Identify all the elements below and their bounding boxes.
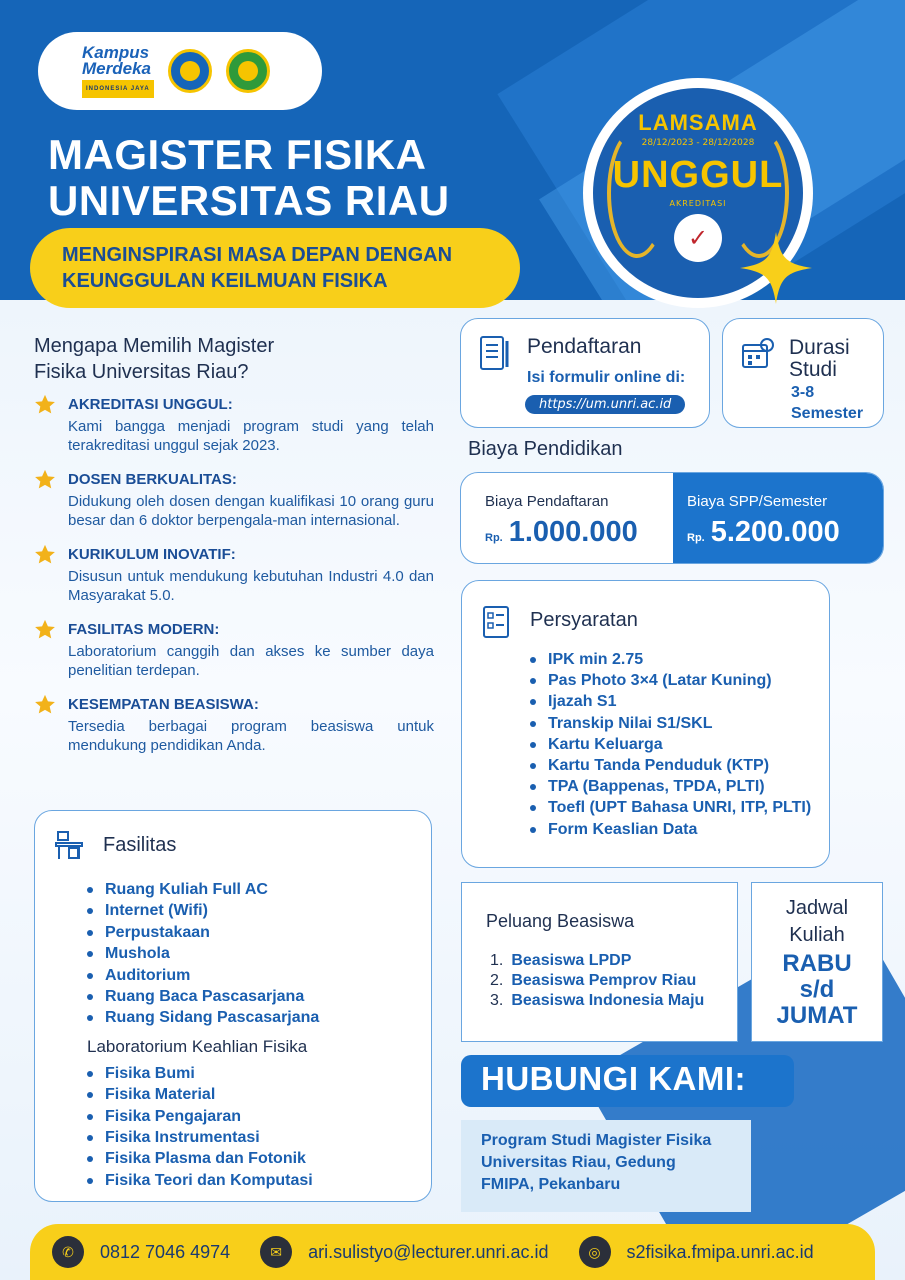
biaya-title: Biaya Pendidikan	[468, 438, 623, 460]
classroom-icon	[53, 829, 85, 861]
globe-icon: ◎	[579, 1236, 611, 1268]
calendar-icon	[741, 337, 775, 371]
list-item: Kartu Tanda Penduduk (KTP)	[530, 755, 811, 776]
website-link[interactable]: s2fisika.fmipa.unri.ac.id	[626, 1241, 814, 1262]
list-item: Ruang Kuliah Full AC	[87, 879, 431, 900]
amount-value: 5.200.000	[710, 516, 840, 548]
reason-item	[34, 396, 434, 455]
reason-text: Kami bangga menjadi program studi yang telah terakreditasi unggul sejak 2023.	[68, 418, 434, 454]
fasilitas-header	[53, 829, 431, 861]
jadwal-value-line: RABU	[782, 950, 852, 977]
jadwal-card	[751, 882, 883, 1042]
list-item: Pas Photo 3×4 (Latar Kuning)	[530, 670, 811, 691]
durasi-value	[791, 382, 863, 424]
biaya-spp	[673, 473, 884, 564]
fasilitas-card	[34, 810, 432, 1202]
email-icon: ✉	[260, 1236, 292, 1268]
reasons-list	[34, 396, 434, 771]
badge-dates: 28/12/2023 - 28/12/2028	[641, 138, 755, 148]
why-title-line: Fisika Universitas Riau?	[34, 361, 249, 383]
biaya-amount	[687, 516, 884, 549]
persyaratan-card	[461, 580, 830, 868]
persyaratan-title: Persyaratan	[530, 609, 638, 631]
address-line: Universitas Riau, Gedung	[481, 1154, 676, 1171]
durasi-title-line: Studi	[789, 358, 837, 381]
reason-heading: KURIKULUM INOVATIF:	[68, 546, 236, 563]
logo-tag: INDONESIA JAYA	[82, 80, 154, 98]
list-item: Fisika Bumi	[87, 1063, 431, 1084]
list-item: Mushola	[87, 943, 431, 964]
list-item: Kartu Keluarga	[530, 734, 811, 755]
website-contact[interactable]	[579, 1236, 814, 1268]
sparkle-star-icon	[740, 232, 812, 304]
address-line: FMIPA, Pekanbaru	[481, 1176, 621, 1193]
list-item: Auditorium	[87, 965, 431, 986]
jadwal-value-line: JUMAT	[776, 1002, 858, 1029]
contact-heading: HUBUNGI KAMI:	[461, 1055, 794, 1107]
form-icon	[479, 335, 513, 373]
jadwal-title	[752, 895, 882, 949]
list-number: 3.	[490, 992, 504, 1009]
phone-icon: ✆	[52, 1236, 84, 1268]
reason-text: Tersedia berbagai program beasiswa untuk mendukung pendidikan Anda.	[68, 718, 434, 754]
lamsama-check-icon: ✓	[674, 214, 722, 262]
list-item: Transkip Nilai S1/SKL	[530, 713, 811, 734]
pendaftaran-card	[460, 318, 710, 428]
pendaftaran-title: Pendaftaran	[527, 335, 642, 358]
title-line: MAGISTER FISIKA	[48, 131, 427, 178]
reason-text: Laboratorium canggih dan akses ke sumber daya penelitian terdepan.	[68, 643, 434, 679]
reason-heading: KESEMPATAN BEASISWA:	[68, 696, 259, 713]
list-item: Perpustakaan	[87, 922, 431, 943]
reason-item	[34, 696, 434, 755]
list-item: Internet (Wifi)	[87, 900, 431, 921]
durasi-title-line: Durasi	[789, 336, 850, 359]
fasilitas-title: Fasilitas	[103, 833, 177, 856]
contact-footer	[30, 1224, 875, 1280]
list-label: Beasiswa Pemprov Riau	[511, 972, 697, 989]
laurel-icon	[607, 128, 667, 258]
pendaftaran-subtitle: Isi formulir online di:	[527, 369, 686, 386]
phone-number[interactable]: 0812 7046 4974	[100, 1241, 231, 1262]
jadwal-value-line: s/d	[799, 976, 835, 1003]
list-item: Fisika Instrumentasi	[87, 1127, 431, 1148]
beasiswa-list	[490, 951, 704, 1011]
reason-heading: FASILITAS MODERN:	[68, 621, 220, 638]
list-item	[490, 971, 704, 991]
email-contact[interactable]	[260, 1236, 548, 1268]
reason-heading: DOSEN BERKUALITAS:	[68, 471, 237, 488]
kemendikbud-logo	[168, 49, 212, 93]
logo-bar	[38, 32, 322, 110]
list-item: Ijazah S1	[530, 691, 811, 712]
address-line: Program Studi Magister Fisika	[481, 1132, 712, 1149]
reason-item	[34, 621, 434, 680]
list-item: Fisika Material	[87, 1084, 431, 1105]
badge-org: LAMSAMA	[638, 110, 758, 135]
badge-grade: UNGGUL	[612, 154, 784, 196]
registration-link[interactable]: https://um.unri.ac.id	[525, 395, 685, 414]
contact-address	[461, 1120, 751, 1212]
list-number: 1.	[490, 952, 504, 969]
kampus-merdeka-logo	[82, 42, 154, 98]
list-item	[490, 991, 704, 1011]
biaya-card	[460, 472, 884, 564]
unri-logo	[226, 49, 270, 93]
tagline-line: MENGINSPIRASI MASA DEPAN DENGAN	[62, 244, 453, 266]
durasi-value-line: 3-8	[791, 384, 815, 401]
star-icon	[34, 394, 56, 416]
reason-text: Disusun untuk mendukung kebutuhan Industri 4.0 dan Masyarakat 5.0.	[68, 568, 434, 604]
list-item: Fisika Plasma dan Fotonik	[87, 1148, 431, 1169]
biaya-label: Biaya SPP/Semester	[687, 493, 828, 510]
page-title	[48, 132, 450, 224]
list-item: Fisika Teori dan Komputasi	[87, 1170, 431, 1191]
jadwal-title-line: Kuliah	[789, 924, 845, 946]
list-item: Ruang Sidang Pascasarjana	[87, 1007, 431, 1028]
persyaratan-list	[496, 649, 811, 840]
reason-text: Didukung oleh dosen dengan kualifikasi 10 orang guru besar dan 6 doktor berpengala-man internasional.	[68, 493, 434, 529]
title-line: UNIVERSITAS RIAU	[48, 177, 450, 224]
reason-heading: AKREDITASI UNGGUL:	[68, 396, 233, 413]
list-item: Toefl (UPT Bahasa UNRI, ITP, PLTI)	[530, 797, 811, 818]
logo-text: Merdeka	[82, 58, 151, 78]
tagline-line: KEUNGGULAN KEILMUAN FISIKA	[62, 270, 388, 292]
beasiswa-title: Peluang Beasiswa	[486, 911, 635, 931]
fasilitas-list	[53, 879, 431, 1029]
list-item	[490, 951, 704, 971]
list-item: Form Keaslian Data	[530, 819, 811, 840]
beasiswa-card	[461, 882, 738, 1042]
currency: Rp.	[485, 532, 503, 544]
reason-item	[34, 471, 434, 530]
jadwal-title-line: Jadwal	[785, 897, 849, 919]
list-item: IPK min 2.75	[530, 649, 811, 670]
logo-text: Kampus	[82, 42, 150, 62]
reason-item	[34, 546, 434, 605]
star-icon	[34, 469, 56, 491]
durasi-title	[789, 337, 850, 381]
star-icon	[34, 619, 56, 641]
amount-value: 1.000.000	[508, 516, 638, 548]
list-label: Beasiswa LPDP	[511, 952, 632, 969]
biaya-label: Biaya Pendaftaran	[485, 493, 609, 510]
biaya-pendaftaran	[461, 473, 673, 564]
document-checklist-icon	[482, 605, 510, 639]
jadwal-value	[752, 951, 882, 1029]
phone-contact[interactable]	[52, 1236, 230, 1268]
list-item: TPA (Bappenas, TPDA, PLTI)	[530, 776, 811, 797]
biaya-amount	[485, 516, 673, 549]
tagline	[30, 228, 520, 308]
why-title-line: Mengapa Memilih Magister	[34, 335, 275, 357]
lab-list	[53, 1063, 431, 1191]
email-address[interactable]: ari.sulistyo@lecturer.unri.ac.id	[308, 1241, 549, 1262]
badge-caption: AKREDITASI	[669, 199, 727, 208]
lab-title: Laboratorium Keahlian Fisika	[87, 1036, 308, 1056]
currency: Rp.	[687, 532, 705, 544]
list-label: Beasiswa Indonesia Maju	[511, 992, 705, 1009]
durasi-value-line: Semester	[791, 405, 864, 422]
why-title	[34, 333, 274, 385]
durasi-card	[722, 318, 884, 428]
list-number: 2.	[490, 972, 504, 989]
list-item: Ruang Baca Pascasarjana	[87, 986, 431, 1007]
list-item: Fisika Pengajaran	[87, 1106, 431, 1127]
star-icon	[34, 544, 56, 566]
star-icon	[34, 694, 56, 716]
